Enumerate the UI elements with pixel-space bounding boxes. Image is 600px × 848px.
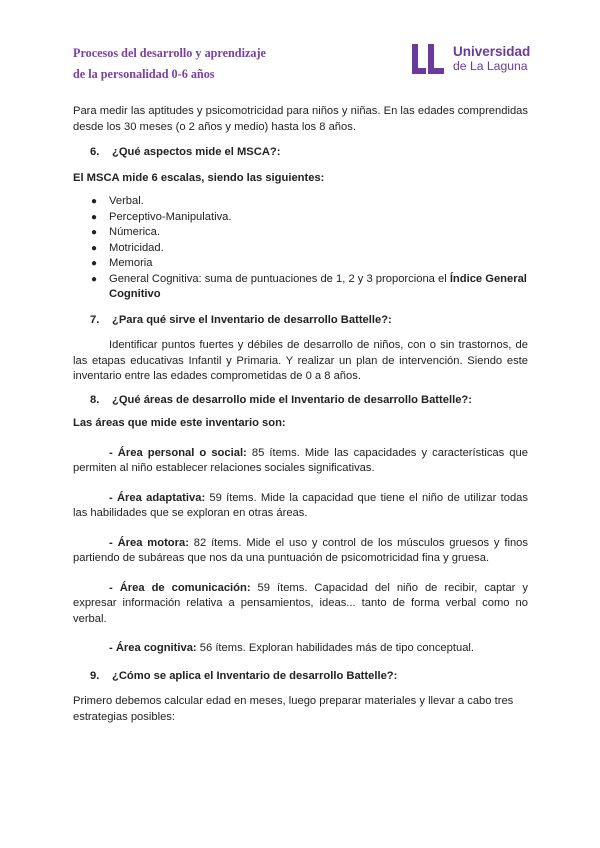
- page-header: [0, 0, 600, 95]
- bullet-icon: ●: [91, 211, 98, 223]
- question-6-text: ¿Qué aspectos mide el MSCA?:: [112, 146, 281, 158]
- bullet-icon: ●: [91, 196, 98, 207]
- question-9-text: ¿Cómo se aplica el Inventario de desarrollo Battelle?:: [112, 669, 398, 682]
- ull-logo-icon: [410, 44, 446, 74]
- list-item: ● General Cognitiva: suma de puntuaciones de 1, 2 y 3 proporciona el Índice General Cognitivo: [91, 272, 528, 303]
- question-8-heading: [73, 393, 528, 409]
- list-item: ● Verbal.: [91, 194, 528, 210]
- bullet-icon: ●: [91, 242, 98, 254]
- area-adaptativa: - Área adaptativa: 59 ítems. Mide la capacidad que tiene el niño de utilizar todas las habilidades que se exploran en otras áreas.: [73, 491, 528, 519]
- question-7-heading: [73, 313, 528, 329]
- msca-scales-list: [91, 194, 528, 303]
- bullet-icon: ●: [91, 258, 98, 269]
- logo-text-university: Universidad: [453, 44, 531, 59]
- document-body: [73, 104, 528, 725]
- intro-paragraph: Para medir las aptitudes y psicomotricidad para niños y niñas. En las edades comprendidas desde los 30 meses (o 2 años y medio) hasta los 8 años.: [73, 105, 528, 133]
- list-item: ● Motricidad.: [91, 241, 528, 257]
- list-item: ● Memoria: [91, 256, 528, 272]
- list-item: ● Númerica.: [91, 225, 528, 241]
- msca-lead: El MSCA mide 6 escalas, siendo las siguientes:: [73, 171, 325, 184]
- areas-lead: Las áreas que mide este inventario son:: [73, 417, 286, 429]
- question-6-heading: [73, 145, 528, 161]
- course-title-line2: de la personalidad 0-6 años: [73, 67, 215, 81]
- area-motora: - Área motora: 82 ítems. Mide el uso y control de los músculos gruesos y finos partiendo de subáreas que nos da una puntuación de psicomotricidad fina y gruesa.: [73, 536, 528, 564]
- area-cognitiva: - Área cognitiva: 56 ítems. Exploran habilidades más de tipo conceptual.: [109, 642, 475, 654]
- question-9-answer: Primero debemos calcular edad en meses, luego preparar materiales y llevar a cabo tres estrategias posibles:: [73, 695, 514, 723]
- question-7-number: 7.: [90, 313, 100, 326]
- question-7-text: ¿Para qué sirve el Inventario de desarrollo Battelle?:: [112, 313, 392, 326]
- area-comunicacion: - Área de comunicación: 59 ítems. Capacidad del niño de recibir, captar y expresar información relativa a pensamientos, ideas... tanto de forma verbal como no verbal.: [73, 581, 528, 625]
- area-personal-social: - Área personal o social: 85 ítems. Mide las capacidades y características que permiten al niño establecer relaciones sociales significativas.: [73, 446, 528, 474]
- university-logo: [410, 44, 540, 74]
- bullet-icon: ●: [91, 273, 98, 285]
- bullet-icon: ●: [91, 227, 98, 238]
- question-8-number: 8.: [90, 393, 100, 406]
- course-title: [73, 43, 266, 85]
- logo-text-laguna: de La Laguna: [453, 59, 528, 73]
- course-title-line1: Procesos del desarrollo y aprendizaje: [73, 46, 266, 60]
- question-9-heading: [73, 669, 528, 685]
- question-8-text: ¿Qué áreas de desarrollo mide el Inventario de desarrollo Battelle?:: [112, 393, 472, 406]
- question-9-number: 9.: [90, 669, 100, 682]
- list-item: ● Perceptivo-Manipulativa.: [91, 210, 528, 226]
- question-6-number: 6.: [90, 146, 100, 158]
- question-7-answer: Identificar puntos fuertes y débiles de desarrollo de niños, con o sin trastornos, de las etapas educativas Infantil y Primaria. Y realizar un plan de intervención. Siendo este inventario entre las edades comprometidas de 0 a 8 años.: [73, 339, 528, 382]
